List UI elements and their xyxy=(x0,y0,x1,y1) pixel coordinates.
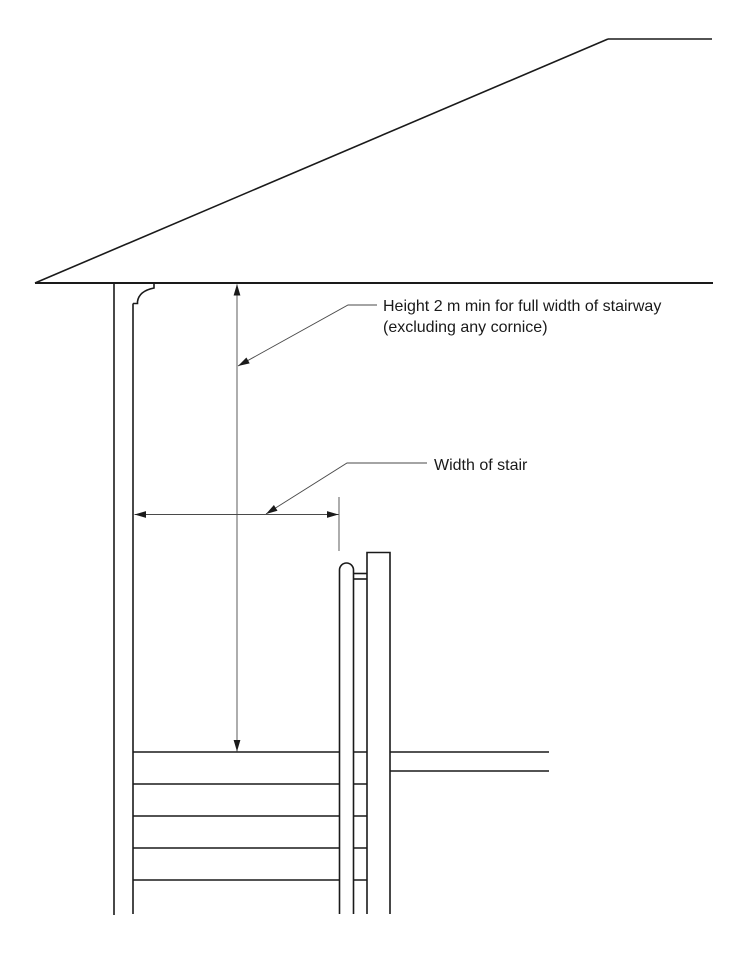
width-annotation-label: Width of stair xyxy=(434,457,528,474)
headroom-leader xyxy=(238,305,377,366)
width-leader-line xyxy=(266,463,427,514)
height-dimension xyxy=(234,284,241,752)
arrow-right-icon xyxy=(327,511,339,518)
headroom-annotation-line2: (excluding any cornice) xyxy=(383,319,548,336)
width-leader xyxy=(266,463,427,514)
arrow-down-icon xyxy=(234,740,241,752)
leader-arrowhead-icon xyxy=(238,358,250,367)
cornice-profile xyxy=(133,284,154,304)
arrow-up-icon xyxy=(234,284,241,296)
newel-post xyxy=(367,553,390,915)
rail-connector xyxy=(354,574,368,580)
leader-arrowhead-icon xyxy=(266,505,278,514)
handrail-profile xyxy=(340,563,354,914)
headroom-annotation-line1: Height 2 m min for full width of stairway xyxy=(383,298,662,315)
headroom-leader-line xyxy=(238,305,377,366)
arrow-left-icon xyxy=(135,511,147,518)
roof-slope-line xyxy=(35,39,608,283)
